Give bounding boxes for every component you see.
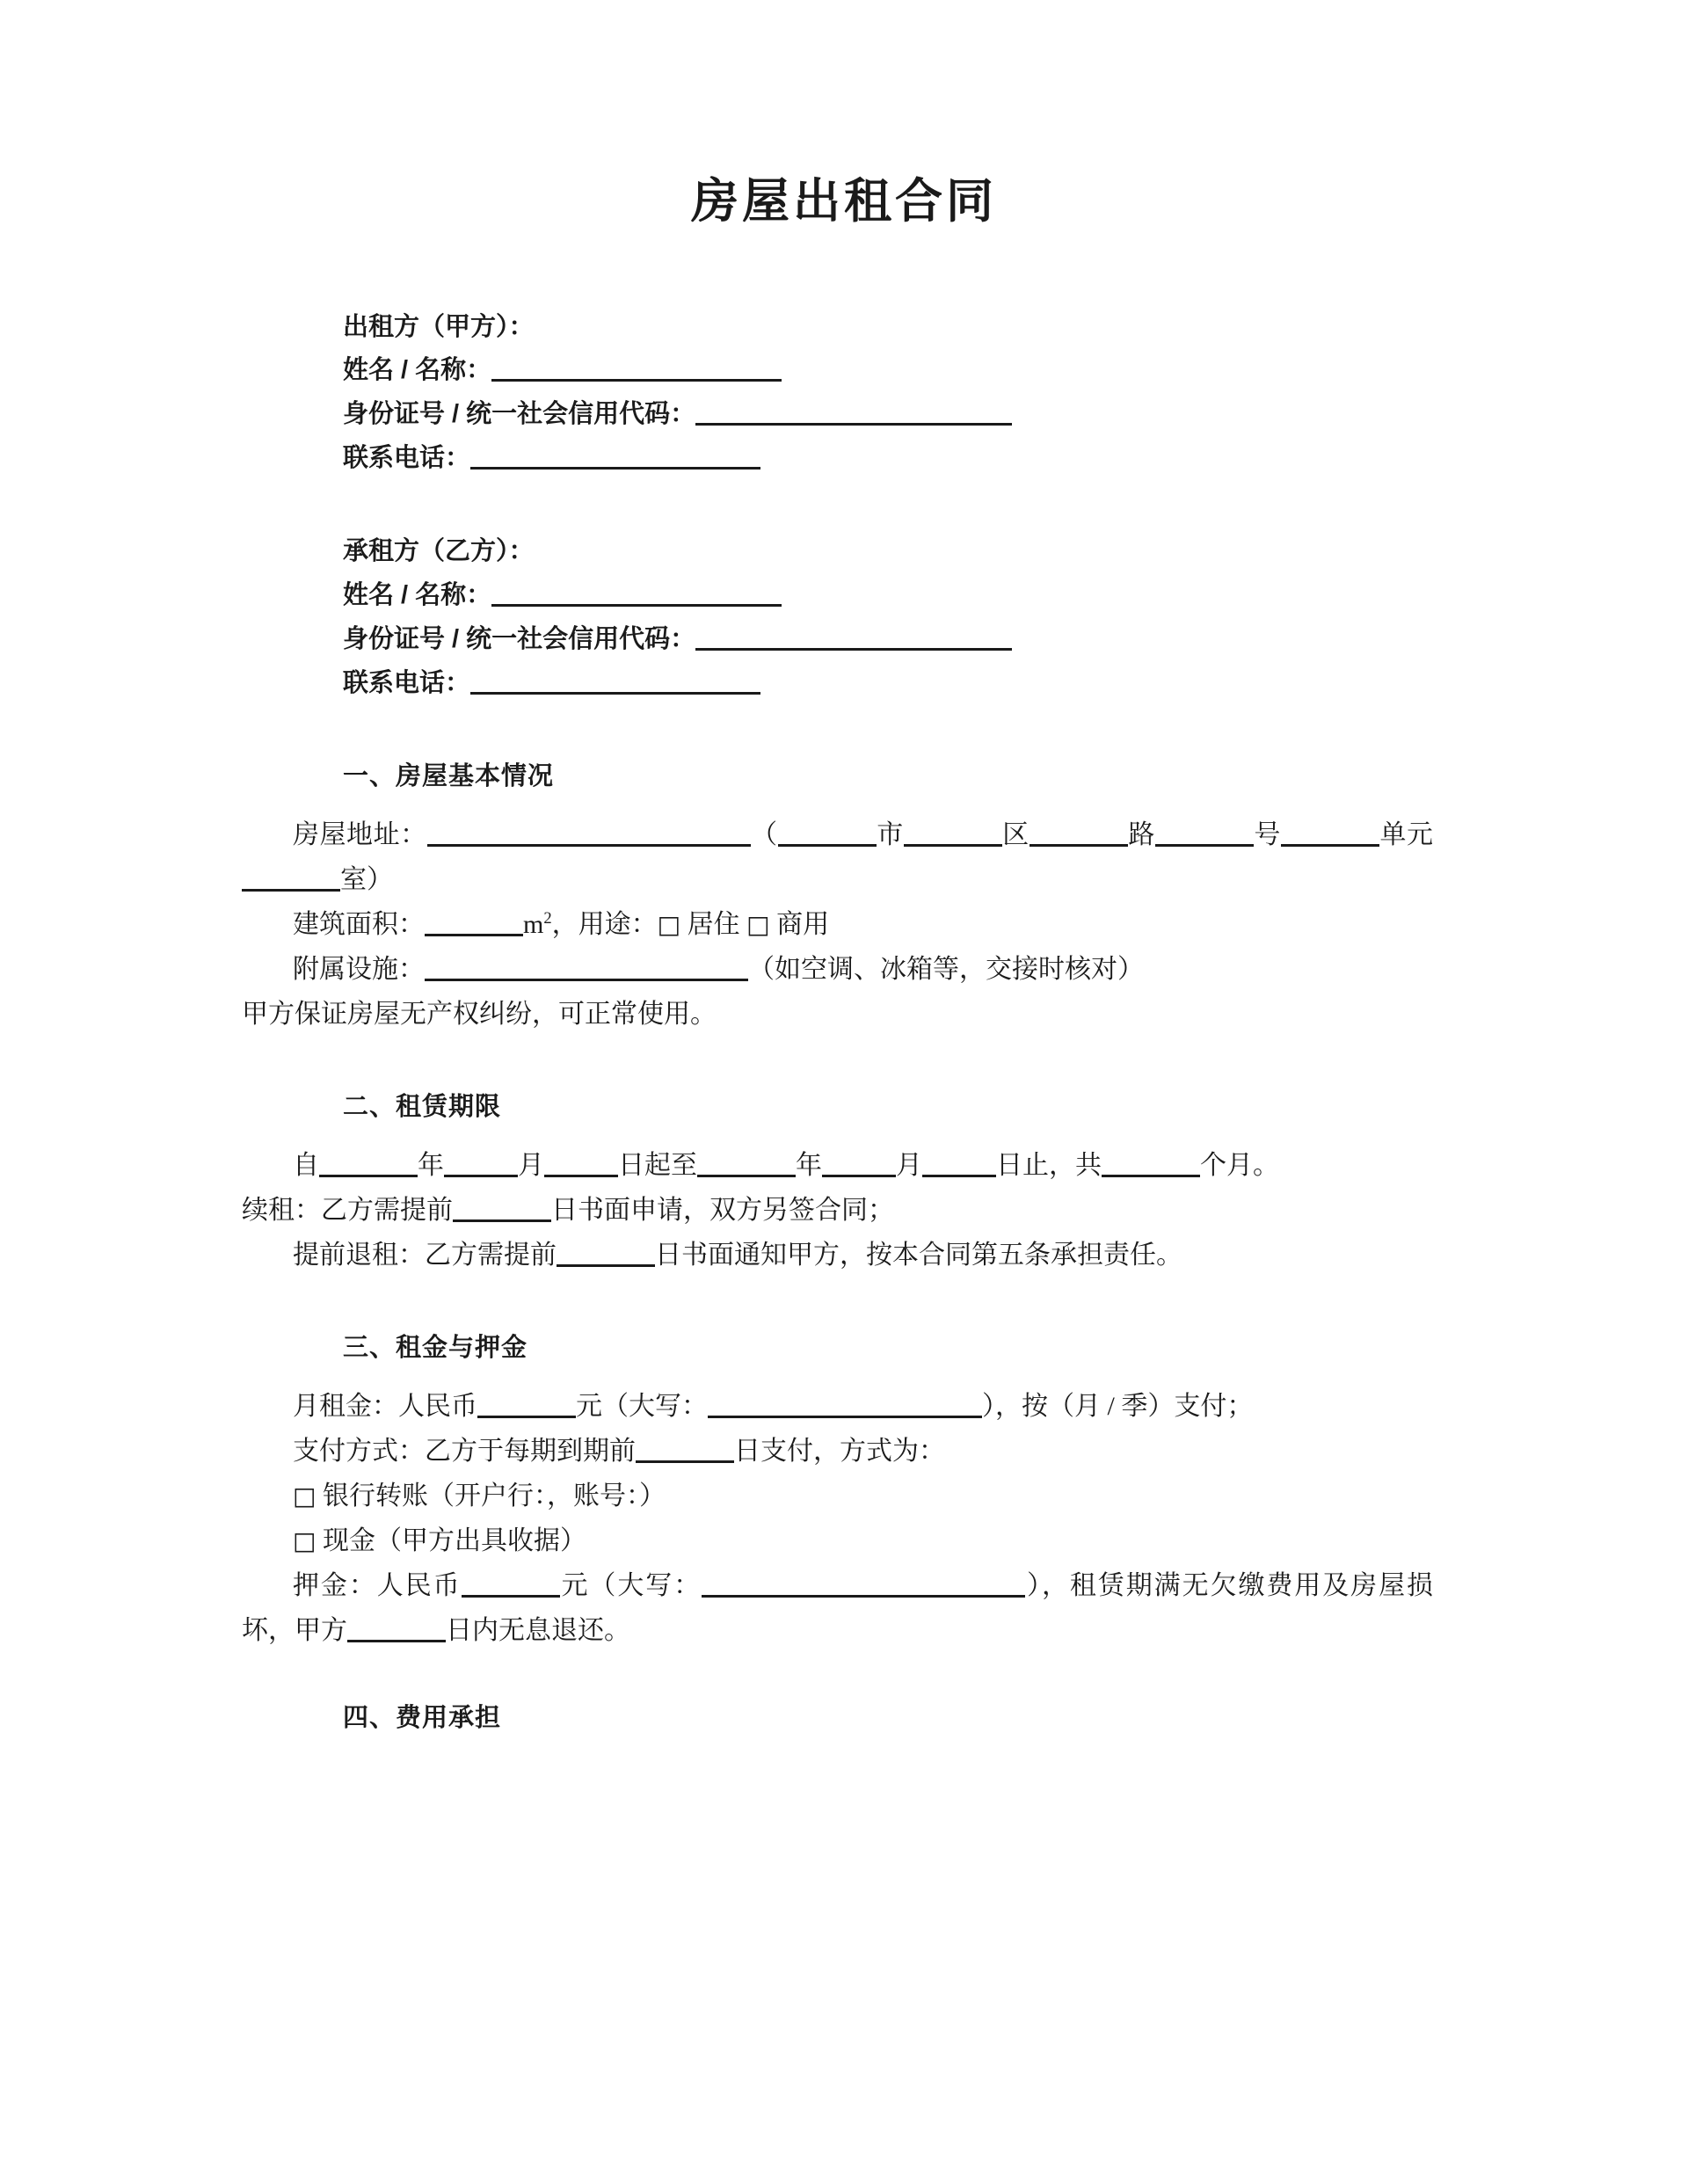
deposit-mid: ），租赁期满无欠缴费用及房屋损坏，甲方: [242, 1571, 1434, 1646]
deposit-words-blank[interactable]: [702, 1595, 1025, 1598]
payment-option-bank-row: [242, 1474, 1433, 1518]
term-start-year-label: 年: [418, 1151, 444, 1181]
address-road-label: 路: [1127, 819, 1155, 849]
lessor-heading: 出租方（甲方）：: [343, 312, 535, 341]
checkbox-residential[interactable]: □: [657, 909, 681, 939]
deposit-unit: 元（大写：: [559, 1571, 702, 1601]
address-district-blank[interactable]: [904, 844, 1002, 847]
section-heading-one: 一、房屋基本情况: [343, 761, 555, 790]
early-termination-tail: 日书面通知甲方，按本合同第五条承担责任。: [655, 1241, 1182, 1270]
facility-note: （如空调、冰箱等，交接时核对）: [748, 954, 1144, 984]
address-road-blank[interactable]: [1030, 844, 1128, 847]
monthly-rent-label: 月租金：人民币: [293, 1392, 477, 1422]
address-room-label: 室: [340, 864, 367, 894]
deposit-label: 押金：人民币: [293, 1571, 462, 1601]
address-unit-blank[interactable]: [1281, 844, 1379, 847]
address-room-blank[interactable]: [242, 889, 340, 892]
term-end-month-label: 月: [896, 1151, 922, 1181]
facility-paragraph: [242, 947, 1433, 992]
usage-option-commercial-label: 商用: [776, 909, 830, 939]
payment-option-cash-label: 现金（甲方出具收据）: [322, 1526, 586, 1556]
term-start-month-label: 月: [518, 1151, 544, 1181]
renewal-tail: 日书面申请，双方另签合同；: [551, 1196, 894, 1226]
deposit-amount-blank[interactable]: [462, 1595, 560, 1598]
lessee-heading: 承租方（乙方）：: [343, 537, 535, 565]
address-unit-label: 单元: [1379, 819, 1434, 849]
deposit-tail: 日内无息退还。: [446, 1616, 630, 1646]
payment-method-paragraph: [242, 1429, 1433, 1474]
lessor-phone-row: [343, 437, 1433, 481]
term-start-day-label: 日起至: [618, 1151, 697, 1181]
early-termination-label: 提前退租：乙方需提前: [293, 1241, 557, 1270]
lessee-name-label: 姓名 / 名称：: [343, 580, 492, 609]
usage-label: ，用途：: [551, 909, 658, 939]
term-end-day-blank[interactable]: [922, 1175, 996, 1177]
renewal-days-blank[interactable]: [453, 1219, 551, 1222]
lessee-id-label: 身份证号 / 统一社会信用代码：: [343, 624, 696, 653]
term-start-month-blank[interactable]: [444, 1175, 518, 1177]
lessor-name-blank[interactable]: [491, 379, 782, 382]
building-area-paragraph: [242, 902, 1433, 947]
section-heading-three: 三、租金与押金: [343, 1334, 528, 1363]
lessor-id-blank[interactable]: [695, 423, 1012, 426]
term-total-months-blank[interactable]: [1102, 1175, 1200, 1177]
section-heading-two: 二、租赁期限: [343, 1092, 502, 1121]
payment-option-cash-row: [242, 1518, 1433, 1563]
term-start-day-blank[interactable]: [544, 1175, 618, 1177]
term-start-year-blank[interactable]: [319, 1175, 418, 1177]
term-end-year-label: 年: [796, 1151, 822, 1181]
term-from-label: 自: [293, 1151, 319, 1181]
payment-method-tail: 日支付，方式为：: [734, 1437, 945, 1467]
term-end-year-blank[interactable]: [697, 1175, 796, 1177]
document-body: [0, 306, 1688, 1741]
facility-label: 附属设施：: [293, 954, 425, 984]
address-district-label: 区: [1001, 819, 1030, 849]
lessee-block: [242, 530, 1433, 706]
term-total-months-label: 个月。: [1200, 1151, 1279, 1181]
lessee-phone-blank[interactable]: [470, 692, 760, 695]
monthly-rent-unit: 元（大写：: [576, 1392, 708, 1422]
address-number-blank[interactable]: [1155, 844, 1254, 847]
lessee-id-blank[interactable]: [695, 648, 1012, 651]
lessor-phone-label: 联系电话：: [343, 444, 471, 473]
lessor-name-row: [343, 349, 1433, 393]
building-area-label: 建筑面积：: [293, 909, 425, 939]
area-unit-superscript: 2: [543, 908, 552, 928]
monthly-rent-tail: ），按（月 / 季）支付；: [982, 1392, 1254, 1422]
checkbox-cash[interactable]: □: [293, 1526, 316, 1556]
deposit-paragraph: [242, 1563, 1433, 1653]
lessee-name-blank[interactable]: [491, 604, 782, 607]
monthly-rent-amount-blank[interactable]: [477, 1416, 576, 1418]
deposit-return-days-blank[interactable]: [347, 1640, 446, 1642]
early-termination-paragraph: [242, 1233, 1433, 1278]
lessee-id-row: [343, 618, 1433, 662]
payment-method-label: 支付方式：乙方于每期到期前: [293, 1437, 636, 1467]
ownership-guarantee-paragraph: 甲方保证房屋无产权纠纷，可正常使用。: [242, 999, 717, 1029]
checkbox-bank-transfer[interactable]: □: [293, 1481, 316, 1511]
page-title: 房屋出租合同: [691, 175, 997, 228]
lessor-id-label: 身份证号 / 统一社会信用代码：: [343, 400, 696, 429]
house-address-blank[interactable]: [427, 844, 751, 847]
term-end-month-blank[interactable]: [822, 1175, 896, 1177]
section-heading-four: 四、费用承担: [343, 1704, 502, 1733]
lessor-phone-blank[interactable]: [470, 467, 760, 470]
monthly-rent-paragraph: [242, 1384, 1433, 1429]
lessee-name-row: [343, 574, 1433, 618]
renewal-paragraph: [242, 1188, 1433, 1233]
house-address-label: 房屋地址：: [293, 819, 427, 849]
facility-blank[interactable]: [425, 979, 748, 981]
monthly-rent-words-blank[interactable]: [708, 1416, 982, 1418]
payment-option-bank-label: 银行转账（开户行：，账号：）: [322, 1481, 666, 1511]
address-paren-open: （: [750, 819, 778, 849]
lessor-name-label: 姓名 / 名称：: [343, 356, 492, 385]
lessor-block: [242, 306, 1433, 482]
checkbox-commercial[interactable]: □: [746, 909, 770, 939]
address-city-label: 市: [876, 819, 904, 849]
house-address-paragraph: [242, 812, 1433, 902]
address-paren-close: ）: [367, 864, 393, 894]
lessor-id-row: [343, 393, 1433, 437]
usage-option-residential-label: 居住: [687, 909, 740, 939]
lessee-phone-row: [343, 662, 1433, 706]
renewal-label: 续租：乙方需提前: [242, 1196, 453, 1226]
lease-term-paragraph: [242, 1143, 1433, 1188]
address-city-blank[interactable]: [778, 844, 877, 847]
address-number-label: 号: [1253, 819, 1281, 849]
payment-days-blank[interactable]: [636, 1460, 734, 1463]
area-unit: $m^2$: [523, 908, 552, 939]
term-end-day-label: 日止，共: [996, 1151, 1102, 1181]
building-area-blank[interactable]: [425, 934, 523, 936]
lessee-phone-label: 联系电话：: [343, 668, 471, 697]
early-termination-days-blank[interactable]: [557, 1264, 655, 1267]
